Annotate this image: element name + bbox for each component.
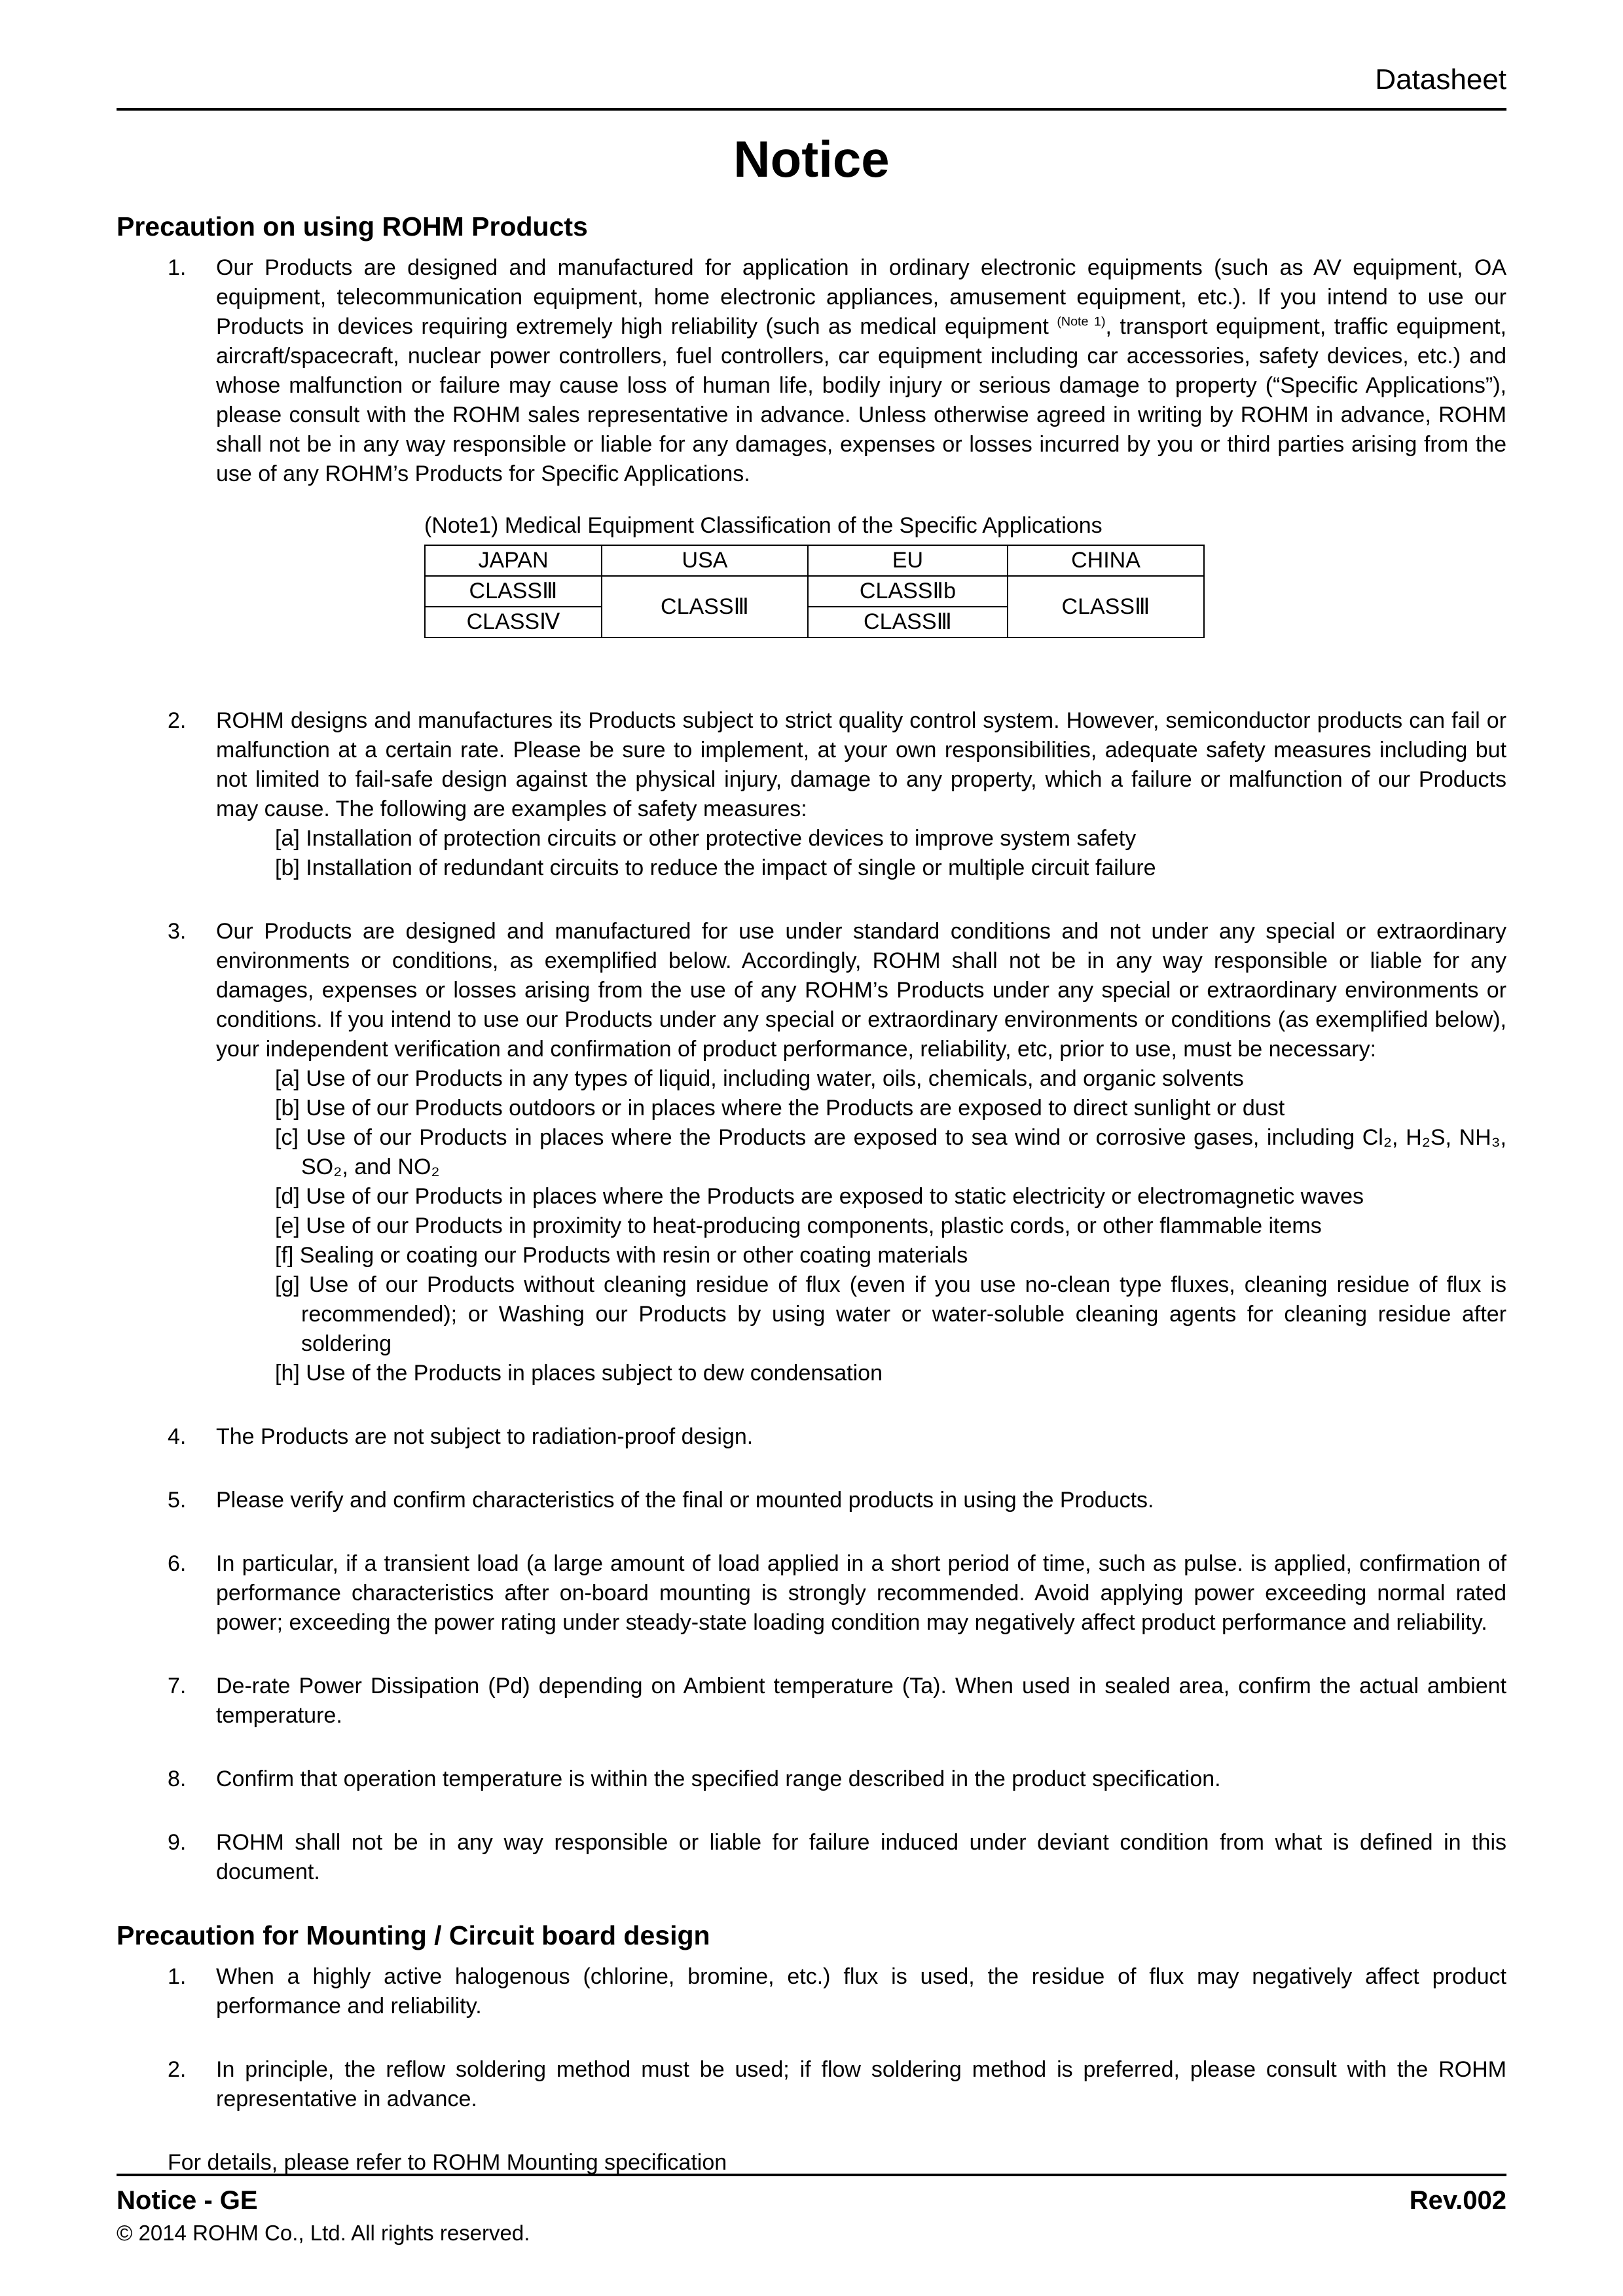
item-number: 3. xyxy=(168,919,187,944)
item-number: 2. xyxy=(168,708,187,734)
item-number: 6. xyxy=(168,1551,187,1577)
table-row xyxy=(425,576,1204,607)
table-cell-eu-row1: CLASSⅡb xyxy=(808,576,1008,607)
item-text: The Products are not subject to radiation-proof design. xyxy=(216,1424,754,1450)
item-number: 5. xyxy=(168,1488,187,1513)
table-header-row xyxy=(425,545,1204,576)
page-title: Notice xyxy=(733,130,890,188)
table-cell-usa: CLASSⅢ xyxy=(602,576,808,637)
table-cell-japan-row1: CLASSⅢ xyxy=(425,576,602,607)
item-number: 7. xyxy=(168,1674,187,1699)
section-heading-using-products: Precaution on using ROHM Products xyxy=(117,211,588,242)
item-text: Confirm that operation temperature is within the specified range described in the product specification. xyxy=(216,1767,1221,1792)
table-cell-japan-row2: CLASSⅣ xyxy=(425,607,602,637)
numbered-list-section2 xyxy=(117,1962,1506,2114)
footer-revision: Rev.002 xyxy=(1409,2185,1506,2215)
table-cell-china: CLASSⅢ xyxy=(1008,576,1204,637)
mounting-spec-note: For details, please refer to ROHM Mounting specification xyxy=(168,2150,727,2176)
item-text: Our Products are designed and manufactured for use under standard conditions and not under any special or extraordinary environments or conditions, as exemplified below. Accordingly, ROHM shall not be in any way responsible or liable for any damages, expenses or losses arising from the use of any ROHM’s Products under any special or extraordinary environments or conditions. If you intend to use our Products under any special or extraordinary environments or conditions (as exemplified below), your independent verification and confirmation of product performance, reliability, etc, prior to use, must be necessary: [a] Use of our Products in any types of liquid, including water, oils, chemicals, and organic solvents [b] Use of our Products outdoors or in places where the Products are exposed to direct sunlight or dust [c] Use of our Products in places where the Products are exposed to sea wind or corrosive gases, including Cl₂, H₂S, NH₃, SO₂, and NO₂ [d] Use of our Products in places where the Products are exposed to static electricity or electromagnetic waves [e] Use of our Products in proximity to heat-producing components, plastic cords, or other flammable items [f] Sealing or coating our Products with resin or other coating materials [g] Use of our Products without cleaning residue of flux (even if you use no-clean type fluxes, cleaning residue of flux is recommended); or Washing our Products by using water or water-soluble cleaning agents for cleaning residue after soldering [h] Use of the Products in places subject to dew condensation xyxy=(216,917,1506,1388)
list-item xyxy=(117,1672,1506,1731)
footer-copyright: © 2014 ROHM Co., Ltd. All rights reserved. xyxy=(117,2220,530,2245)
table-header-eu: EU xyxy=(808,545,1008,576)
sub-item: [c] Use of our Products in places where the Products are exposed to sea wind or corrosive gases, including Cl₂, H₂S, NH₃, SO₂, and NO₂ xyxy=(275,1125,1506,1180)
list-item xyxy=(117,1962,1506,2021)
footer-doc-id: Notice - GE xyxy=(117,2185,258,2215)
page-footer xyxy=(117,2174,1506,2246)
sub-item: [b] Installation of redundant circuits to reduce the impact of single or multiple circuit failure xyxy=(275,855,1156,881)
item-text: Our Products are designed and manufactured for application in ordinary electronic equipments (such as AV equipment, OA equipment, telecommunication equipment, home electronic appliances, amusement equipment, etc.). If you intend to use our Products in devices requiring extremely high reliability (such as medical equipment $^{(Note 1)}$, transport equipment, traffic equipment, aircraft/spacecraft, nuclear power controllers, fuel controllers, car equipment including car accessories, safety devices, etc.) and whose malfunction or failure may cause loss of human life, bodily injury or serious damage to property (“Specific Applications”), please consult with the ROHM sales representative in advance. Unless otherwise agreed in writing by ROHM in advance, ROHM shall not be in any way responsible or liable for any damages, expenses or losses incurred by you or third parties arising from the use of any ROHM’s Products for Specific Applications. xyxy=(216,255,1506,487)
item-text: Please verify and confirm characteristics of the final or mounted products in using the Products. xyxy=(216,1488,1154,1513)
sub-item: [d] Use of our Products in places where the Products are exposed to static electricity or electromagnetic waves xyxy=(275,1184,1364,1210)
table-header-japan: JAPAN xyxy=(425,545,602,576)
note-reference-superscript: (Note 1) xyxy=(1057,315,1106,330)
section-heading-mounting: Precaution for Mounting / Circuit board design xyxy=(117,1920,710,1951)
item-text: In principle, the reflow soldering method must be used; if flow soldering method is preferred, please consult with the ROHM representative in advance. xyxy=(216,2057,1506,2112)
list-item xyxy=(117,253,1506,489)
item-number: 4. xyxy=(168,1424,187,1450)
sub-item: [e] Use of our Products in proximity to heat-producing components, plastic cords, or other flammable items xyxy=(275,1213,1322,1239)
table-cell-eu-row2: CLASSⅢ xyxy=(808,607,1008,637)
sub-item: [b] Use of our Products outdoors or in places where the Products are exposed to direct sunlight or dust xyxy=(275,1096,1285,1121)
footer-divider xyxy=(117,2174,1506,2176)
sub-item: [g] Use of our Products without cleaning residue of flux (even if you use no-clean type fluxes, cleaning residue of flux is recommended); or Washing our Products by using water or water-soluble cleaning agents for cleaning residue after soldering xyxy=(275,1272,1506,1357)
list-item xyxy=(117,1765,1506,1794)
numbered-list-section1-after-table xyxy=(117,706,1506,1887)
table-header-china: CHINA xyxy=(1008,545,1204,576)
sub-item: [f] Sealing or coating our Products with resin or other coating materials xyxy=(275,1243,968,1268)
note1-table-caption: (Note1) Medical Equipment Classification of the Specific Applications xyxy=(424,513,1103,539)
table-header-usa: USA xyxy=(602,545,808,576)
note1-table-block xyxy=(424,511,1506,638)
sub-item: [a] Use of our Products in any types of liquid, including water, oils, chemicals, and organic solvents xyxy=(275,1066,1244,1092)
footer-row xyxy=(117,2184,1506,2217)
item-number: 8. xyxy=(168,1767,187,1792)
item-text: In particular, if a transient load (a large amount of load applied in a short period of time, such as pulse. is applied, confirmation of performance characteristics after on-board mounting is strongly recommended. Avoid applying power exceeding normal rated power; exceeding the power rating under steady-state loading condition may negatively affect product performance and reliability. xyxy=(216,1551,1506,1636)
item-number: 1. xyxy=(168,1964,187,1990)
list-item xyxy=(117,1486,1506,1515)
item-text: When a highly active halogenous (chlorine, bromine, etc.) flux is used, the residue of flux may negatively affect product performance and reliability. xyxy=(216,1964,1506,2019)
list-item xyxy=(117,706,1506,883)
medical-equipment-classification-table xyxy=(424,545,1205,638)
sub-item: [a] Installation of protection circuits or other protective devices to improve system safety xyxy=(275,826,1137,852)
header-label: Datasheet xyxy=(1375,63,1506,96)
list-item xyxy=(117,1549,1506,1638)
list-item xyxy=(117,2055,1506,2114)
list-item xyxy=(117,1828,1506,1887)
item-text: ROHM shall not be in any way responsible or liable for failure induced under deviant condition from what is defined in this document. xyxy=(216,1830,1506,1885)
item-text: De-rate Power Dissipation (Pd) depending on Ambient temperature (Ta). When used in sealed area, confirm the actual ambient temperature. xyxy=(216,1674,1506,1729)
item-number: 2. xyxy=(168,2057,187,2083)
list-item xyxy=(117,1422,1506,1452)
numbered-list-section1-before-table xyxy=(117,253,1506,489)
list-item xyxy=(117,917,1506,1388)
item-text: ROHM designs and manufactures its Products subject to strict quality control system. However, semiconductor products can fail or malfunction at a certain rate. Please be sure to implement, at your own responsibilities, adequate safety measures including but not limited to fail-safe design against the physical injury, damage to any property, which a failure or malfunction of our Products may cause. The following are examples of safety measures: [a] Installation of protection circuits or other protective devices to improve system safety [b] Installation of redundant circuits to reduce the impact of single or multiple circuit failure xyxy=(216,706,1506,883)
page-header xyxy=(117,63,1506,108)
sub-item: [h] Use of the Products in places subject to dew condensation xyxy=(275,1361,883,1386)
header-divider xyxy=(117,108,1506,111)
item-number: 9. xyxy=(168,1830,187,1856)
item-number: 1. xyxy=(168,255,187,281)
